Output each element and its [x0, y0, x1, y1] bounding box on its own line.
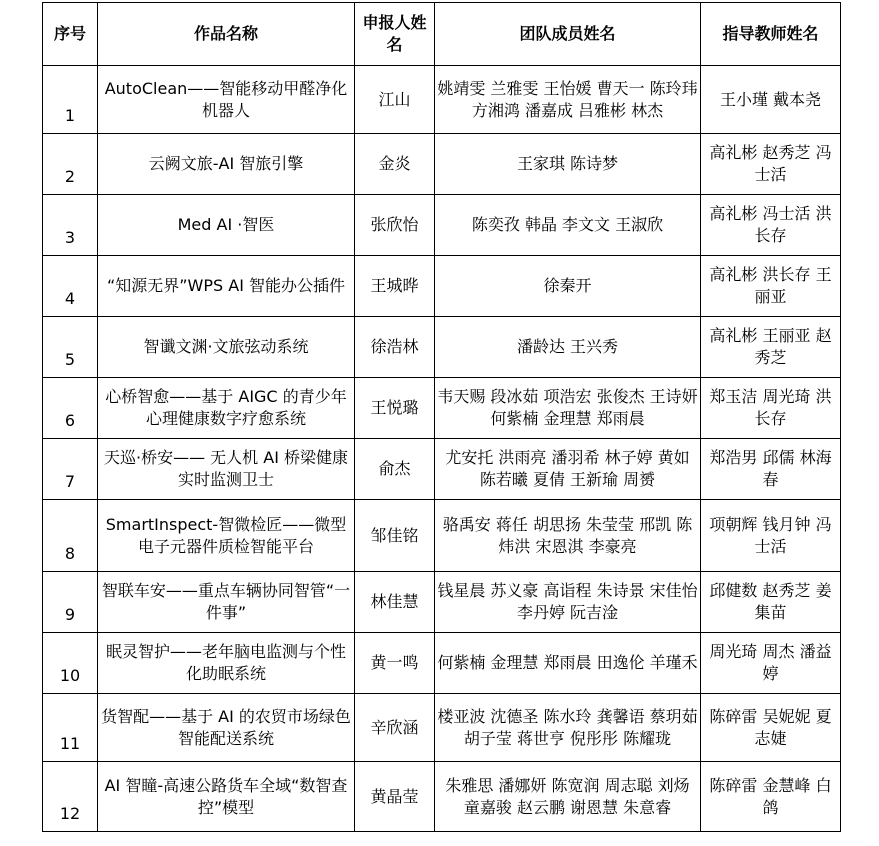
table-row — [43, 633, 841, 694]
team-members: 楼亚波 沈德圣 陈水玲 龚馨语 蔡玥茹 胡子莹 蒋世亨 倪彤彤 陈耀珑 — [435, 694, 701, 762]
award-table — [42, 2, 841, 832]
team-members: 钱星晨 苏义豪 高诣程 朱诗景 宋佳怡 李丹婷 阮吉淦 — [435, 572, 701, 633]
table-row — [43, 195, 841, 256]
advisor-names: 郑浩男 邱儒 林海春 — [701, 439, 841, 500]
applicant-name: 黄一鸣 — [355, 633, 435, 694]
advisor-names: 郑玉洁 周光琦 洪长存 — [701, 378, 841, 439]
team-members: 朱雅思 潘娜妍 陈宽润 周志聪 刘炀 童嘉骏 赵云鹏 谢恩慧 朱意睿 — [435, 762, 701, 832]
advisor-names: 高礼彬 洪长存 王丽亚 — [701, 256, 841, 317]
advisor-names: 邱健数 赵秀芝 姜集苗 — [701, 572, 841, 633]
row-number: 11 — [43, 694, 98, 762]
applicant-name: 黄晶莹 — [355, 762, 435, 832]
row-number: 9 — [43, 572, 98, 633]
team-members: 韦天赐 段冰茹 项浩宏 张俊杰 王诗妍 何紫楠 金理慧 郑雨晨 — [435, 378, 701, 439]
applicant-name: 徐浩林 — [355, 317, 435, 378]
table-row — [43, 762, 841, 832]
work-title: “知源无界”WPS AI 智能办公插件 — [98, 256, 355, 317]
applicant-name: 王城晔 — [355, 256, 435, 317]
table-row — [43, 134, 841, 195]
row-number: 2 — [43, 134, 98, 195]
header-applicant: 申报人姓名 — [355, 3, 435, 66]
header-no: 序号 — [43, 3, 98, 66]
table-row — [43, 500, 841, 572]
row-number: 3 — [43, 195, 98, 256]
team-members: 徐秦开 — [435, 256, 701, 317]
applicant-name: 金炎 — [355, 134, 435, 195]
applicant-name: 王悦璐 — [355, 378, 435, 439]
team-members: 何紫楠 金理慧 郑雨晨 田逸伦 羊瑾禾 — [435, 633, 701, 694]
header-members: 团队成员姓名 — [435, 3, 701, 66]
work-title: 天巡·桥安—— 无人机 AI 桥梁健康实时监测卫士 — [98, 439, 355, 500]
advisor-names: 陈碎雷 吴妮妮 夏志婕 — [701, 694, 841, 762]
header-row — [43, 3, 841, 66]
row-number: 7 — [43, 439, 98, 500]
row-number: 5 — [43, 317, 98, 378]
row-number: 12 — [43, 762, 98, 832]
applicant-name: 张欣怡 — [355, 195, 435, 256]
work-title: SmartInspect-智微检匠——微型电子元器件质检智能平台 — [98, 500, 355, 572]
applicant-name: 林佳慧 — [355, 572, 435, 633]
work-title: 货智配——基于 AI 的农贸市场绿色智能配送系统 — [98, 694, 355, 762]
work-title: Med AI ·智医 — [98, 195, 355, 256]
row-number: 4 — [43, 256, 98, 317]
team-members: 姚靖雯 兰雅雯 王怡媛 曹天一 陈玲玮 方湘鸿 潘嘉成 吕雅彬 林杰 — [435, 66, 701, 134]
applicant-name: 江山 — [355, 66, 435, 134]
team-members: 王家琪 陈诗梦 — [435, 134, 701, 195]
work-title: 心桥智愈——基于 AIGC 的青少年心理健康数字疗愈系统 — [98, 378, 355, 439]
row-number: 10 — [43, 633, 98, 694]
work-title: 智联车安——重点车辆协同智管“一件事” — [98, 572, 355, 633]
applicant-name: 俞杰 — [355, 439, 435, 500]
table-row — [43, 378, 841, 439]
row-number: 6 — [43, 378, 98, 439]
team-members: 尤安托 洪雨亮 潘羽希 林子婷 黄如 陈若曦 夏倩 王新瑜 周赟 — [435, 439, 701, 500]
advisor-names: 高礼彬 王丽亚 赵秀芝 — [701, 317, 841, 378]
header-title: 作品名称 — [98, 3, 355, 66]
table-row — [43, 317, 841, 378]
advisor-names: 项朝辉 钱月钟 冯士活 — [701, 500, 841, 572]
table-row — [43, 694, 841, 762]
table-body — [43, 66, 841, 832]
applicant-name: 邹佳铭 — [355, 500, 435, 572]
row-number: 1 — [43, 66, 98, 134]
applicant-name: 辛欣涵 — [355, 694, 435, 762]
work-title: 眠灵智护——老年脑电监测与个性化助眠系统 — [98, 633, 355, 694]
table-row — [43, 256, 841, 317]
work-title: 云阙文旅-AI 智旅引擎 — [98, 134, 355, 195]
work-title: AutoClean——智能移动甲醛净化机器人 — [98, 66, 355, 134]
advisor-names: 高礼彬 冯士活 洪长存 — [701, 195, 841, 256]
work-title: AI 智瞳-高速公路货车全域“数智查控”模型 — [98, 762, 355, 832]
table-row — [43, 572, 841, 633]
advisor-names: 周光琦 周杰 潘益婷 — [701, 633, 841, 694]
header-advisors: 指导教师姓名 — [701, 3, 841, 66]
advisor-names: 高礼彬 赵秀芝 冯士活 — [701, 134, 841, 195]
team-members: 陈奕孜 韩晶 李文文 王淑欣 — [435, 195, 701, 256]
row-number: 8 — [43, 500, 98, 572]
table-row — [43, 439, 841, 500]
advisor-names: 王小瑾 戴本尧 — [701, 66, 841, 134]
team-members: 骆禹安 蒋任 胡思扬 朱莹莹 邢凯 陈炜洪 宋恩淇 李豪亮 — [435, 500, 701, 572]
advisor-names: 陈碎雷 金慧峰 白鸽 — [701, 762, 841, 832]
team-members: 潘龄达 王兴秀 — [435, 317, 701, 378]
work-title: 智谶文渊·文旅弦动系统 — [98, 317, 355, 378]
table-row — [43, 66, 841, 134]
